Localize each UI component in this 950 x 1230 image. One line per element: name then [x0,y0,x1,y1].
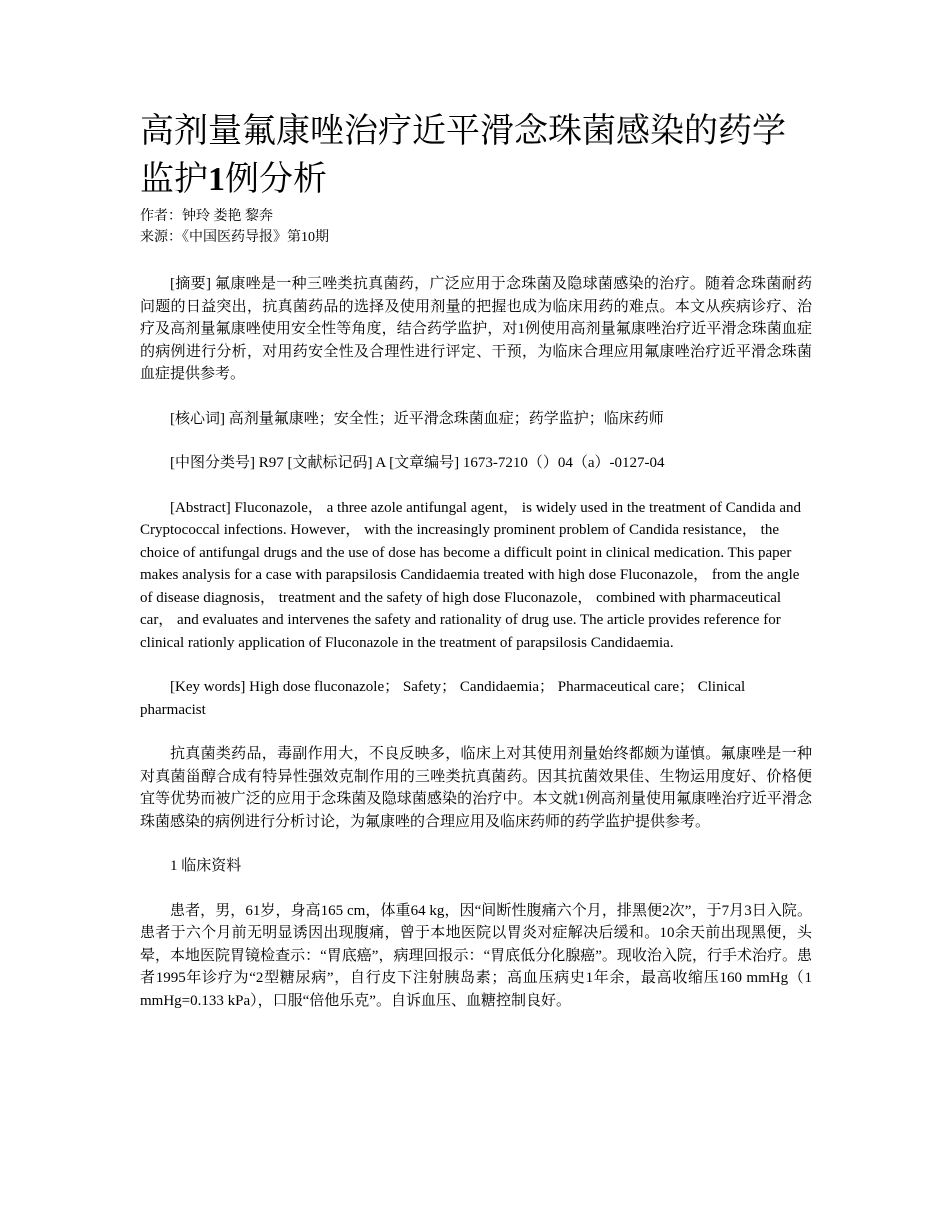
article-authors: 作者：钟玲 娄艳 黎奔 [140,209,273,224]
article [140,108,812,1012]
section1-heading: 1 临床资料 [170,858,242,874]
article-title [140,108,812,204]
abstract-cn: [摘要] 氟康唑是一种三唑类抗真菌药，广泛应用于念珠菌及隐球菌感染的治疗。随着念珠菌耐药问题的日益突出，抗真菌药品的选择及使用剂量的把握也成为临床用药的难点。本文从疾病诊疗、治疗及高剂量氟康唑使用安全性等角度，结合药学监护，对1例使用高剂量氟康唑治疗近平滑念珠菌血症的病例进行分析，对用药安全性及合理性进行评定、干预，为临床合理应用氟康唑治疗近平滑念珠菌血症提供参考。 [140,276,812,382]
title-part1: 高剂量氟康唑治疗近平滑念珠菌感染的药学监护 [140,113,786,198]
title-part2: 例分析 [225,161,327,198]
keywords-en: [Key words] High dose fluconazole； Safety； Candidaemia； Pharmaceutical care； Clinical pharmacist [140,679,746,718]
classification-line: [中图分类号] R97 [文献标记码] A [文章编号] 1673-7210（）04（a）-0127-04 [170,455,665,471]
abstract-en: [Abstract] Fluconazole， a three azole antifungal agent， is widely used in the treatment of Candida and Cryptococcal infections. However， with the increasingly prominent problem of Candida resistance， the choice of antifungal drugs and the use of dose has become a difficult point in clinical medication. This paper makes analysis for a case with parapsilosis Candidaemia treated with high dose Fluconazole， from the angle of disease diagnosis， treatment and the safety of high dose Fluconazole， combined with pharmaceutical car， and evaluates and intervenes the safety and rationality of drug use. The article provides reference for clinical rationly application of Fluconazole in the treatment of parapsilosis Candidaemia. [140,499,802,651]
keywords-cn: [核心词] 高剂量氟康唑；安全性；近平滑念珠菌血症；药学监护；临床药师 [170,410,664,427]
section1-body: 患者，男，61岁，身高165 cm，体重64 kg，因“间断性腹痛六个月，排黑便2次”，于7月3日入院。患者于六个月前无明显诱因出现腹痛，曾于本地医院以胃炎对症解决后缓和。10余天前出现黑便，头晕，本地医院胃镜检查示：“胃底癌”，病理回报示：“胃底低分化腺癌”。现收治入院，行手术治疗。患者1995年诊疗为“2型糖尿病”，自行皮下注射胰岛素；高血压病史1年余，最高收缩压160 mmHg（1 mmHg=0.133 kPa），口服“倍他乐克”。自诉血压、血糖控制良好。 [140,902,812,1009]
intro-paragraph: 抗真菌类药品，毒副作用大，不良反映多，临床上对其使用剂量始终都颇为谨慎。氟康唑是一种对真菌甾醇合成有特异性强效克制作用的三唑类抗真菌药。因其抗菌效果佳、生物运用度好、价格便宜等优势而被广泛的应用于念珠菌及隐球菌感染的治疗中。本文就1例高剂量使用氟康唑治疗近平滑念珠菌感染的病例进行分析讨论，为氟康唑的合理应用及临床药师的药学监护提供参考。 [140,746,812,830]
article-source: 来源：《中国医药导报》第10期 [140,230,329,245]
title-number: 1 [208,161,225,198]
